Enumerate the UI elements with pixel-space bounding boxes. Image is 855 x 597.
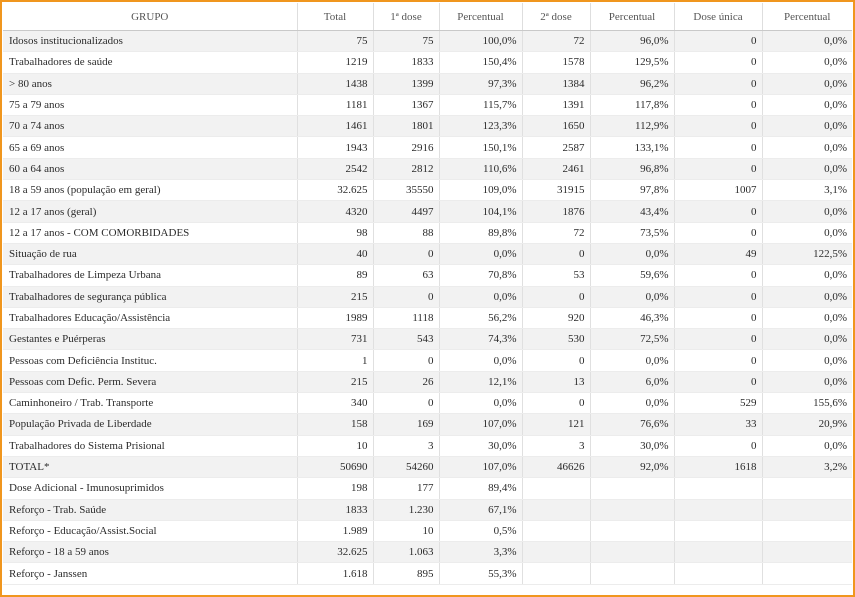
percentual-2-cell: 46,3% [590,307,674,328]
dose-unica-cell: 0 [674,158,762,179]
grupo-cell: Idosos institucionalizados [3,31,297,52]
percentual-1-cell: 115,7% [439,94,522,115]
dose-unica-cell: 0 [674,371,762,392]
percentual-2-cell: 96,0% [590,31,674,52]
segunda-dose-cell: 46626 [522,456,590,477]
table-row [3,31,852,52]
grupo-cell: Trabalhadores de segurança pública [3,286,297,307]
total-cell: 198 [297,478,373,499]
table-row [3,286,852,307]
dose-unica-cell: 0 [674,435,762,456]
percentual-3-cell: 3,1% [762,180,852,201]
primeira-dose-cell: 63 [373,265,439,286]
total-cell: 10 [297,435,373,456]
segunda-dose-cell: 0 [522,286,590,307]
grupo-cell: 18 a 59 anos (população em geral) [3,180,297,201]
percentual-2-cell: 30,0% [590,435,674,456]
total-cell: 1943 [297,137,373,158]
segunda-dose-cell: 1578 [522,52,590,73]
primeira-dose-cell: 1399 [373,73,439,94]
total-cell: 215 [297,371,373,392]
percentual-3-cell: 155,6% [762,393,852,414]
dose-unica-cell: 0 [674,52,762,73]
percentual-1-cell: 89,8% [439,222,522,243]
percentual-2-cell [590,478,674,499]
total-cell: 32.625 [297,180,373,201]
percentual-2-cell [590,499,674,520]
segunda-dose-cell [522,542,590,563]
total-cell: 1181 [297,94,373,115]
percentual-3-cell [762,520,852,541]
percentual-2-cell: 97,8% [590,180,674,201]
percentual-1-cell: 110,6% [439,158,522,179]
percentual-3-cell: 0,0% [762,73,852,94]
percentual-3-cell: 0,0% [762,116,852,137]
percentual-2-cell: 76,6% [590,414,674,435]
percentual-2-cell: 112,9% [590,116,674,137]
primeira-dose-cell: 35550 [373,180,439,201]
table-row [3,158,852,179]
percentual-2-cell: 96,8% [590,158,674,179]
primeira-dose-cell: 3 [373,435,439,456]
table-row [3,137,852,158]
table-row [3,456,852,477]
segunda-dose-cell: 3 [522,435,590,456]
primeira-dose-cell: 75 [373,31,439,52]
percentual-2-cell: 43,4% [590,201,674,222]
grupo-cell: Reforço - Janssen [3,563,297,584]
percentual-1-cell: 0,0% [439,243,522,264]
table-row [3,201,852,222]
total-cell: 75 [297,31,373,52]
table-row [3,542,852,563]
dose-unica-cell [674,563,762,584]
grupo-cell: Trabalhadores de Limpeza Urbana [3,265,297,286]
percentual-2-cell [590,520,674,541]
grupo-cell: Situação de rua [3,243,297,264]
header-grupo: GRUPO [3,3,297,31]
total-cell: 4320 [297,201,373,222]
header-percentual-1: Percentual [439,3,522,31]
primeira-dose-cell: 895 [373,563,439,584]
segunda-dose-cell: 1650 [522,116,590,137]
primeira-dose-cell: 0 [373,286,439,307]
segunda-dose-cell: 0 [522,350,590,371]
primeira-dose-cell: 1.063 [373,542,439,563]
segunda-dose-cell: 1876 [522,201,590,222]
percentual-1-cell: 0,0% [439,350,522,371]
dose-unica-cell: 0 [674,307,762,328]
grupo-cell: 75 a 79 anos [3,94,297,115]
percentual-1-cell: 67,1% [439,499,522,520]
percentual-3-cell: 0,0% [762,307,852,328]
segunda-dose-cell [522,478,590,499]
percentual-1-cell: 12,1% [439,371,522,392]
total-cell: 215 [297,286,373,307]
primeira-dose-cell: 177 [373,478,439,499]
table-row [3,393,852,414]
percentual-2-cell: 129,5% [590,52,674,73]
percentual-3-cell: 0,0% [762,52,852,73]
primeira-dose-cell: 26 [373,371,439,392]
percentual-2-cell: 92,0% [590,456,674,477]
table-row [3,73,852,94]
grupo-cell: Trabalhadores Educação/Assistência [3,307,297,328]
percentual-2-cell [590,542,674,563]
table-body [3,31,852,585]
total-cell: 1833 [297,499,373,520]
segunda-dose-cell: 13 [522,371,590,392]
grupo-cell: Reforço - Trab. Saúde [3,499,297,520]
dose-unica-cell: 0 [674,286,762,307]
percentual-1-cell: 100,0% [439,31,522,52]
percentual-1-cell: 107,0% [439,456,522,477]
percentual-3-cell: 0,0% [762,265,852,286]
grupo-cell: TOTAL* [3,456,297,477]
percentual-1-cell: 0,5% [439,520,522,541]
segunda-dose-cell: 530 [522,329,590,350]
percentual-1-cell: 150,1% [439,137,522,158]
table-row [3,329,852,350]
table-row [3,350,852,371]
grupo-cell: Gestantes e Puérperas [3,329,297,350]
percentual-3-cell: 0,0% [762,286,852,307]
percentual-1-cell: 30,0% [439,435,522,456]
primeira-dose-cell: 2916 [373,137,439,158]
primeira-dose-cell: 10 [373,520,439,541]
primeira-dose-cell: 1118 [373,307,439,328]
grupo-cell: Caminhoneiro / Trab. Transporte [3,393,297,414]
percentual-1-cell: 109,0% [439,180,522,201]
vaccination-table [3,3,852,585]
dose-unica-cell: 0 [674,73,762,94]
grupo-cell: Pessoas com Defic. Perm. Severa [3,371,297,392]
percentual-2-cell: 117,8% [590,94,674,115]
table-row [3,563,852,584]
percentual-1-cell: 74,3% [439,329,522,350]
percentual-3-cell: 3,2% [762,456,852,477]
percentual-1-cell: 55,3% [439,563,522,584]
percentual-1-cell: 0,0% [439,393,522,414]
segunda-dose-cell [522,499,590,520]
percentual-2-cell: 96,2% [590,73,674,94]
segunda-dose-cell: 121 [522,414,590,435]
segunda-dose-cell: 53 [522,265,590,286]
total-cell: 1461 [297,116,373,137]
grupo-cell: Reforço - 18 a 59 anos [3,542,297,563]
percentual-3-cell: 0,0% [762,350,852,371]
header-row [3,3,852,31]
primeira-dose-cell: 4497 [373,201,439,222]
header-total: Total [297,3,373,31]
primeira-dose-cell: 0 [373,243,439,264]
dose-unica-cell [674,499,762,520]
total-cell: 731 [297,329,373,350]
percentual-1-cell: 3,3% [439,542,522,563]
percentual-3-cell [762,478,852,499]
dose-unica-cell: 33 [674,414,762,435]
segunda-dose-cell: 0 [522,243,590,264]
total-cell: 1.618 [297,563,373,584]
dose-unica-cell: 0 [674,31,762,52]
percentual-2-cell [590,563,674,584]
percentual-3-cell [762,563,852,584]
grupo-cell: > 80 anos [3,73,297,94]
percentual-1-cell: 150,4% [439,52,522,73]
percentual-1-cell: 123,3% [439,116,522,137]
table-row [3,243,852,264]
dose-unica-cell: 1618 [674,456,762,477]
total-cell: 40 [297,243,373,264]
percentual-2-cell: 0,0% [590,393,674,414]
grupo-cell: Trabalhadores do Sistema Prisional [3,435,297,456]
percentual-1-cell: 0,0% [439,286,522,307]
grupo-cell: 12 a 17 anos (geral) [3,201,297,222]
percentual-1-cell: 56,2% [439,307,522,328]
grupo-cell: 65 a 69 anos [3,137,297,158]
dose-unica-cell: 49 [674,243,762,264]
percentual-2-cell: 0,0% [590,286,674,307]
percentual-2-cell: 59,6% [590,265,674,286]
table-row [3,414,852,435]
primeira-dose-cell: 2812 [373,158,439,179]
percentual-2-cell: 6,0% [590,371,674,392]
total-cell: 1 [297,350,373,371]
table-row [3,180,852,201]
total-cell: 2542 [297,158,373,179]
primeira-dose-cell: 1833 [373,52,439,73]
table-row [3,116,852,137]
total-cell: 1.989 [297,520,373,541]
dose-unica-cell [674,478,762,499]
table-row [3,94,852,115]
header-dose-unica: Dose única [674,3,762,31]
table-row [3,371,852,392]
percentual-3-cell [762,499,852,520]
percentual-3-cell: 0,0% [762,201,852,222]
percentual-1-cell: 97,3% [439,73,522,94]
percentual-2-cell: 72,5% [590,329,674,350]
dose-unica-cell [674,520,762,541]
segunda-dose-cell: 72 [522,31,590,52]
grupo-cell: Pessoas com Deficiência Instituc. [3,350,297,371]
segunda-dose-cell: 920 [522,307,590,328]
segunda-dose-cell: 1391 [522,94,590,115]
segunda-dose-cell: 2461 [522,158,590,179]
percentual-3-cell: 122,5% [762,243,852,264]
total-cell: 50690 [297,456,373,477]
percentual-3-cell: 0,0% [762,435,852,456]
grupo-cell: Reforço - Educação/Assist.Social [3,520,297,541]
percentual-3-cell: 20,9% [762,414,852,435]
grupo-cell: 70 a 74 anos [3,116,297,137]
total-cell: 1989 [297,307,373,328]
dose-unica-cell: 529 [674,393,762,414]
dose-unica-cell: 0 [674,329,762,350]
dose-unica-cell: 1007 [674,180,762,201]
percentual-1-cell: 70,8% [439,265,522,286]
dose-unica-cell: 0 [674,350,762,371]
table-row [3,222,852,243]
percentual-3-cell: 0,0% [762,371,852,392]
segunda-dose-cell: 0 [522,393,590,414]
primeira-dose-cell: 0 [373,350,439,371]
segunda-dose-cell: 2587 [522,137,590,158]
segunda-dose-cell [522,520,590,541]
grupo-cell: 60 a 64 anos [3,158,297,179]
header-primeira-dose: 1ª dose [373,3,439,31]
grupo-cell: 12 a 17 anos - COM COMORBIDADES [3,222,297,243]
primeira-dose-cell: 543 [373,329,439,350]
dose-unica-cell [674,542,762,563]
percentual-3-cell [762,542,852,563]
percentual-2-cell: 133,1% [590,137,674,158]
total-cell: 32.625 [297,542,373,563]
primeira-dose-cell: 54260 [373,456,439,477]
dose-unica-cell: 0 [674,222,762,243]
dose-unica-cell: 0 [674,201,762,222]
header-percentual-3: Percentual [762,3,852,31]
segunda-dose-cell: 72 [522,222,590,243]
table-row [3,435,852,456]
header-percentual-2: Percentual [590,3,674,31]
percentual-1-cell: 104,1% [439,201,522,222]
grupo-cell: População Privada de Liberdade [3,414,297,435]
primeira-dose-cell: 1801 [373,116,439,137]
percentual-1-cell: 89,4% [439,478,522,499]
table-row [3,499,852,520]
primeira-dose-cell: 0 [373,393,439,414]
total-cell: 1438 [297,73,373,94]
percentual-3-cell: 0,0% [762,94,852,115]
percentual-2-cell: 73,5% [590,222,674,243]
total-cell: 89 [297,265,373,286]
percentual-1-cell: 107,0% [439,414,522,435]
header-segunda-dose: 2ª dose [522,3,590,31]
primeira-dose-cell: 88 [373,222,439,243]
grupo-cell: Dose Adicional - Imunosuprimidos [3,478,297,499]
table-row [3,307,852,328]
dose-unica-cell: 0 [674,265,762,286]
primeira-dose-cell: 1.230 [373,499,439,520]
grupo-cell: Trabalhadores de saúde [3,52,297,73]
percentual-3-cell: 0,0% [762,31,852,52]
table-row [3,478,852,499]
total-cell: 1219 [297,52,373,73]
total-cell: 340 [297,393,373,414]
dose-unica-cell: 0 [674,116,762,137]
percentual-2-cell: 0,0% [590,243,674,264]
segunda-dose-cell: 31915 [522,180,590,201]
dose-unica-cell: 0 [674,94,762,115]
segunda-dose-cell [522,563,590,584]
dose-unica-cell: 0 [674,137,762,158]
percentual-2-cell: 0,0% [590,350,674,371]
percentual-3-cell: 0,0% [762,137,852,158]
table-row [3,52,852,73]
total-cell: 98 [297,222,373,243]
percentual-3-cell: 0,0% [762,329,852,350]
primeira-dose-cell: 1367 [373,94,439,115]
segunda-dose-cell: 1384 [522,73,590,94]
primeira-dose-cell: 169 [373,414,439,435]
table-row [3,520,852,541]
percentual-3-cell: 0,0% [762,158,852,179]
total-cell: 158 [297,414,373,435]
percentual-3-cell: 0,0% [762,222,852,243]
table-row [3,265,852,286]
